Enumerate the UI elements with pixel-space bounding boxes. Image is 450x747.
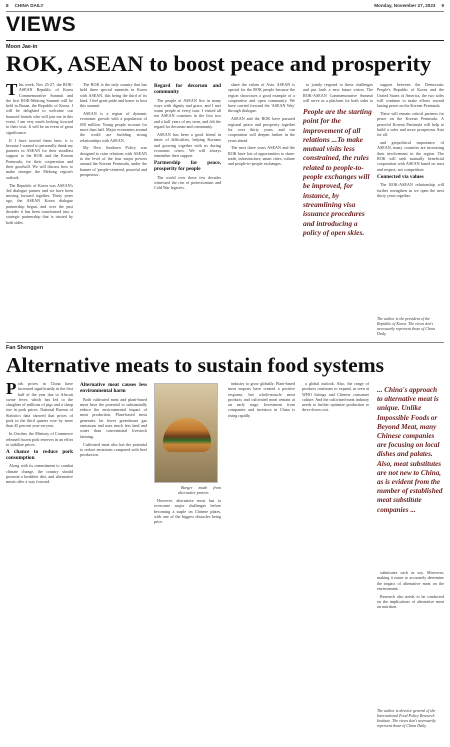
article1-column-2: [80, 82, 147, 339]
article2-pull-quote: ... China's approach to alternative meat is unique. Unlike Impossible Foods or Beyond Meat, many Chinese companies are focusing on local dishes and palates. Also, meat substitutes are not new to China, as is evident from the number of established meat substitute companies ...: [377, 386, 443, 514]
paragraph: The next three years ASEAN and the ROK have lots of opportunities to share: trade, infrastructure, smart cities, culture and people-to-people exchanges.: [228, 145, 295, 167]
paragraph: This week, Nov 25-27, the ROK-ASEAN Republic of Korea Commemorative Summit and the first ROK-Mekong Summit will be held in Busan, the Republic of Korea. I will be delighted to welcome our honored friends who will join me in this event. I am very much looking forward to their visit. It will be an event of great significance.: [6, 82, 73, 135]
article1-headline: ROK, ASEAN to boost peace and prosperity: [6, 51, 432, 76]
paragraph: If I have invited them here, it is because I wanted to personally thank my partners in ASEAN for their steadfast support to the ROK and the Korean Peninsula, for their cooperation and their goodwill. We will discuss how to make stronger the Mekong region's outlook.: [6, 137, 73, 180]
paragraph: The world over these few decades witnessed the rise of protectionism and Cold War legacies.: [154, 174, 221, 191]
paragraph: Pork prices in China have increased significantly in the first half of the year due to African swine fever, which has led to the slaughter of millions of pigs and a sharp rise in pork prices. National Bureau of Statistics data showed that prices of pork in the third quarter rose by more than 45 percent year-on-year.: [6, 381, 73, 429]
paragraph: The ROK-ASEAN relationship will further strengthen as we open the next thirty years together.: [377, 182, 444, 198]
article2-byline: Fan Shenggen: [6, 345, 44, 351]
page-number: 8: [6, 3, 9, 8]
article-divider: [6, 342, 444, 343]
article1-column-5: [303, 82, 373, 104]
paragraph: However, alternative meat has to overcome major challenges before becoming a staple on Chinese plates, with one of the biggest obstacles being price.: [154, 498, 221, 525]
subheading: Partnership for peace, prosperity for people: [154, 160, 221, 172]
burger-image: [163, 418, 211, 452]
article2-author-bio: The author is director general of the International Food Policy Research Institute. The views don't necessarily represent those of China Daily.: [377, 708, 436, 728]
article1-column-4: [228, 82, 295, 339]
section-title: VIEWS: [6, 13, 77, 36]
photo-caption: Burger made from alternative protein.: [178, 485, 221, 496]
paragraph: ASEAN and the ROK have pursued regional peace and prosperity together for over thirty years, and our cooperation will deepen further in the years ahead.: [228, 116, 295, 143]
article2-body: [6, 381, 369, 743]
page-number-right: 9: [441, 3, 444, 8]
paragraph: The people of ASEAN live in many ways with dignity and grace, and I met warm people at every turn. I visited all ten ASEAN countries in the first two and a half years of my term, and felt the regard for decorum and community.: [154, 97, 221, 130]
paragraph: and geopolitical importance of ASEAN, many countries are increasing their involvement in the region. The ROK will seek mutually beneficial cooperation with ASEAN based on trust and respect, not competition.: [377, 140, 444, 172]
subheading: Regard for decorum and community: [154, 83, 221, 95]
article1-column-5-wrap: [303, 82, 373, 104]
article2-column-3: [154, 381, 221, 743]
article1-body-right: [377, 82, 444, 339]
paragraph: The ROK is the only country that has held three special summits in Korea with ASEAN, this being the third of its kind. I feel great pride and honor to host this summit.: [80, 82, 147, 109]
paragraph: These will remain critical partners for peace on the Korean Peninsula. A peaceful Korean Peninsula will help to build a safer and more prosperous Asia for all.: [377, 111, 444, 138]
article1-author-bio: The author is the president of the Republic of Korea. The views don't necessarily represent those of China Daily.: [377, 316, 436, 336]
article1-pull-quote: People are the starting point for the improvement of all relations ...To make mutual visits less constrained, the rules related to people-to-people exchanges will be improved, for instance, by streamlining visa issuance procedures and introducing a policy of open skies.: [303, 107, 372, 237]
subheading: Alternative meat causes less environmental harm: [80, 382, 147, 394]
paragraph: industry to grow globally. Plant-based meat imports have created a positive response, but whole-muscle meat products and cultivated meat remain at an early stage. Investment from companies and investors in China is rising rapidly.: [228, 381, 295, 418]
paragraph: The Republic of Korea was ASEAN's 3rd dialogue partner and we have been moving forward together. Thirty years ago, the ASEAN Korea dialogue partnership began, and over the past decades it has been transformed into a strategic partnership that is trusted by both sides.: [6, 182, 73, 225]
article2-headline: Alternative meats to sustain food systems: [6, 353, 385, 377]
article2-column-5: [302, 381, 369, 743]
paragraph: ASEAN has been a good friend in times of difficulties, helping Koreans and growing together with us during economic crises. We will always remember their support.: [154, 131, 221, 159]
paragraph: Along with its commitment to combat climate change, the country should promote a healthier diet, and alternative meats offer a way forward.: [6, 463, 73, 485]
masthead-rule: [6, 11, 444, 12]
paragraph: My New Southern Policy was designed to raise relations with ASEAN to the level of the four major powers around the Korean Peninsula, under the banner of 'people-centered, peaceful and prosperous'.: [80, 145, 147, 177]
paragraph: to jointly respond to these challenges and put forth a new future vision. The ROK-ASEAN Commemorative Summit will serve as a platform for both sides to: [303, 82, 373, 103]
paragraph: share the values of Asia. ASEAN is special for the ROK people because the region showcases a good example of a cooperative and open community. We have carried forward the 'ASEAN Way' through dialogue.: [228, 82, 295, 114]
article2-column-2: [80, 381, 147, 743]
article1-body: [6, 82, 295, 339]
section-rule: [6, 40, 444, 41]
paragraph: Both cultivated meat and plant-based meat have the potential to substantially reduce the environmental impact of meat production. Plant-based meat generates far fewer greenhouse gas emissions and uses much less land and water than conventional livestock farming.: [80, 396, 147, 439]
article1-column-1: [6, 82, 73, 339]
masthead-bar: [0, 0, 450, 11]
article2-body-right: [377, 570, 444, 720]
article2-column-1: [6, 381, 73, 743]
paragraph: substitutes such as soy. Moreover, making it easier to accurately determine the impact of alternative meat on the environment.: [377, 570, 444, 591]
paragraph: support between the Democratic People's Republic of Korea and the United States of America, the two sides will continue to make efforts toward lasting peace on the Korean Peninsula.: [377, 82, 444, 109]
article1-byline: Moon Jae-in: [6, 44, 38, 50]
burger-photo: [154, 383, 218, 483]
subheading: Connected via values: [377, 173, 424, 180]
subheading: A chance to reduce pork consumption: [6, 448, 73, 461]
paragraph: ASEAN is a region of dynamic economic growth with a population of 650 million. Young people account for more than half. Major economies around the world are building strong relationships with ASEAN.: [80, 111, 147, 143]
paragraph: a global outlook. Also, the range of products continues to expand, as seen at WHO listings and Chinese consumer culture. And the cultivated meat industry needs to further optimize production to drive down cost.: [302, 381, 369, 413]
article1-column-3: [154, 82, 221, 339]
issue-date: Monday, November 27, 2023: [374, 3, 436, 8]
paragraph: Research also needs to be conducted on the implications of alternative meat on nutrition.: [377, 593, 444, 610]
paragraph: Cultivated meat also has the potential to reduce emissions compared with beef production.: [80, 441, 147, 458]
article1-column-9: [377, 82, 444, 339]
article2-column-6: [377, 570, 444, 720]
paragraph: In October, the Ministry of Commerce released frozen pork reserves in an effort to stabilize prices.: [6, 431, 73, 447]
article2-column-4: [228, 381, 295, 743]
publication-name: CHINA DAILY: [14, 3, 44, 8]
